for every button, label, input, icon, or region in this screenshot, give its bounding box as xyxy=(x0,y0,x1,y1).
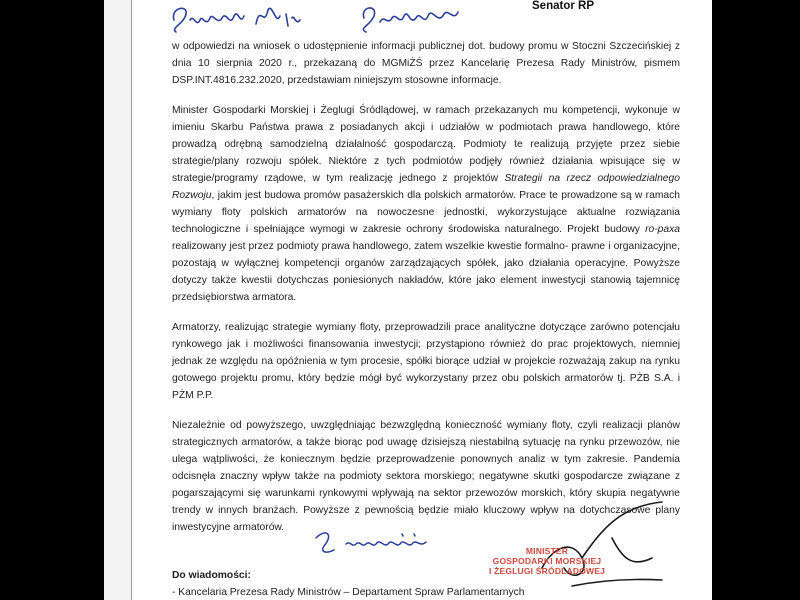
cc-heading: Do wiadomości: xyxy=(172,570,251,581)
stamp-line-2: GOSPODARKI MORSKIEJ xyxy=(492,556,602,566)
handwritten-closing xyxy=(312,524,462,562)
cc-item: - Kancelaria Prezesa Rady Ministrów – Departament Spraw Parlamentarnych xyxy=(172,587,525,598)
official-stamp xyxy=(482,546,612,576)
paragraph-text: realizowany jest przez podmioty prawa handlowego, zatem wszelkie kwestie formalno- prawne i organizacyjne, pozostają w wyłącznej kompetencji organów zarządzających spółek, jako działania operacyjne. Powyższe dotyczy także kwestii dotychczas poniesionych nakładów, które jako element inwestycji stanowią tajemnicę przedsiębiorstwa armatora. xyxy=(172,241,680,303)
paragraph-intro: w odpowiedzi na wniosek o udostępnienie informacji publicznej dot. budowy promu w Stoczni Szczecińskiej z dnia 10 sierpnia 2020 r., przekazaną do MGMiŻŚ przez Kancelarię Prezesa Rady Ministrów, pismem DSP.INT.4816.232.2020, przedstawiam niniejszym stosowne informacje. xyxy=(172,41,680,86)
paragraph-minister-competences xyxy=(172,102,680,306)
viewer-frame-left xyxy=(0,0,104,600)
stamp-line-1: MINISTER xyxy=(525,546,569,556)
document-page xyxy=(132,0,712,600)
recipient-title: Senator RP xyxy=(532,0,594,12)
signature-scribble xyxy=(512,498,672,590)
letter-body xyxy=(172,38,680,549)
paragraph-shipowners: Armatorzy, realizując strategie wymiany floty, przeprowadzili prace analityczne dotyczące zarówno potencjału rynkowego jak i możliwości finansowania inwestycji; przystąpiono również do prac projektowych, niemniej jednak ze względu na opóźnienia w tym procesie, spółki biorące udział w projekcie rozważają zakup na rynku gotowego projektu promu, który będzie mógł być wykorzystany przez obu polskich armatorów tj. PŻB S.A. i PŻM P.P. xyxy=(172,322,680,401)
paragraph-text: Minister Gospodarki Morskiej i Żeglugi Śródlądowej, w ramach przekazanych mu kompetencji, wykonuje w imieniu Skarbu Państwa prawa z posiadanych akcji i udziałów w podmiotach prawa handlowego, które prowadzą odrębną samodzielną działalność gospodarczą. Podmioty te realizują przyjęte przez siebie strategie/plany rozwoju spółek. Niektóre z tych podmiotów podjęły również działania wpisujące się w strategie/programy rządowe, w tym realizację jednego z projektów xyxy=(172,105,680,184)
paragraph-pandemic: Niezależnie od powyższego, uwzględniając bezwzględną konieczność wymiany floty, czyli realizacji planów strategicznych armatorów, a także biorąc pod uwagę dzisiejszą niestabilną sytuację na rynku przewozów, nie ulega wątpliwości, że koniecznym będzie przeprowadzenie ponownych analiz w tym zakresie. Pandemia odcisnęła znaczny wpływ także na podmioty sektora morskiego; negatywne skutki gospodarcze związane z pogarszającymi się warunkami rynkowymi wpływają na sektor przewozów morskich, który skupia negatywne trendy w innych branżach. Powyższe z pewnością będzie miało kluczowy wpływ na dotychczasowe plany inwestycyjne armatorów. xyxy=(172,420,680,533)
paragraph-text: , jakim jest budowa promów pasażerskich dla polskich armatorów. Prace te prowadzone są w ramach wymiany floty polskich armatorów na nowoczesne jednostki, wykorzystujące aktualne rozwiązania technologiczne i spełniające wymogi w zakresie ochrony środowiska naturalnego. Projekt budowy xyxy=(172,190,680,235)
strategy-title: Strategii na rzecz odpowiedzialnego Rozwoju xyxy=(172,173,680,201)
stamp-line-3: I ŻEGLUGI ŚRÓDLĄDOWEJ xyxy=(488,566,606,576)
page-margin-strip xyxy=(104,0,132,600)
ropax-term: ro-paxa xyxy=(645,224,680,235)
viewer-frame-right xyxy=(712,0,800,600)
handwritten-salutation xyxy=(168,0,468,38)
handwritten-closing-text: Z poważaniem xyxy=(312,524,319,525)
